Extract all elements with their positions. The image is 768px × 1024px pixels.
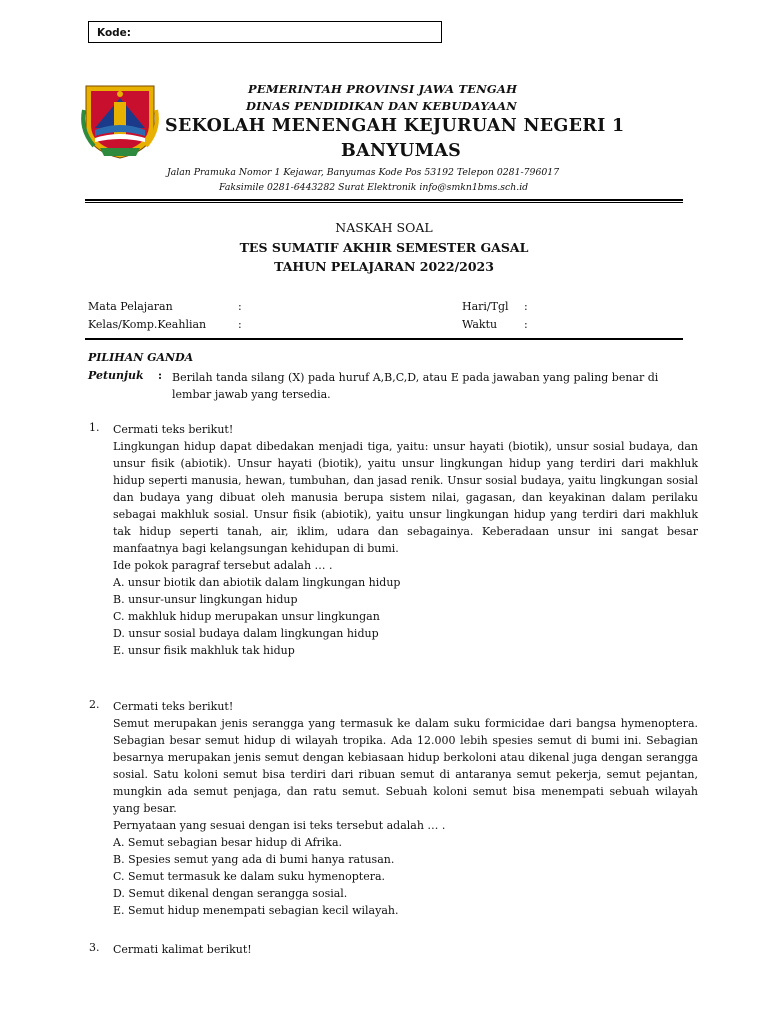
letterhead-rule [85,199,683,201]
info-colon-subject: : [238,300,242,313]
question-1-intro: Cermati teks berikut! [113,423,234,436]
question-2 [113,698,698,919]
question-2-option-a: A. Semut sebagian besar hidup di Afrika. [113,836,343,849]
provincial-emblem-logo [80,80,160,160]
header-contact: Faksimile 0281-6443282 Surat Elektronik info@smkn1bms.sch.id [219,182,529,193]
instruction-colon: : [158,369,163,382]
question-3-intro: Cermati kalimat berikut! [113,943,252,956]
question-2-option-d: D. Semut dikenal dengan serangga sosial. [113,887,348,900]
question-3-number: 3. [89,941,100,954]
question-1-passage: Lingkungan hidup dapat dibedakan menjadi tiga, yaitu: unsur hayati (biotik), unsur sosial budaya, dan unsur fisik (abiotik). Unsur hayati (biotik), yaitu unsur lingkungan hidup yang terdiri dari makhluk hidup seperti manusia, hewan, tumbuhan, dan jasad renik. Unsur sosial budaya, yaitu lingkungan sosial dan budaya yang dibuat oleh manusia berupa sistem nilai, gagasan, dan keyakinan dalam perilaku sebagai makhluk sosial. Unsur fisik (abiotik), yaitu unsur lingkungan hidup yang terdiri dari makhluk tak hidup seperti tanah, air, iklim, udara dan sebagainya. Keberadaan unsur ini sangat besar manfaatnya bagi kelangsungan kehidupan di bumi. [113,440,698,555]
section-title: PILIHAN GANDA [88,351,194,364]
question-2-option-c: C. Semut termasuk ke dalam suku hymenoptera. [113,870,386,883]
question-2-number: 2. [89,698,100,711]
question-2-option-e: E. Semut hidup menempati sebagian kecil wilayah. [113,904,399,917]
instruction-label: Petunjuk [88,369,144,382]
question-1-prompt: Ide pokok paragraf tersebut adalah … . [113,559,333,572]
info-label-subject: Mata Pelajaran [88,300,173,313]
info-colon-class: : [238,318,242,331]
doc-subtitle: TES SUMATIF AKHIR SEMESTER GASAL [239,240,529,255]
question-1-option-b: B. unsur-unsur lingkungan hidup [113,593,298,606]
info-label-day: Hari/Tgl [462,300,509,313]
question-1-option-d: D. unsur sosial budaya dalam lingkungan hidup [113,627,379,640]
question-2-intro: Cermati teks berikut! [113,700,234,713]
info-divider [85,338,683,340]
doc-year: TAHUN PELAJARAN 2022/2023 [274,259,494,274]
kode-field [88,21,442,43]
question-1-number: 1. [89,421,100,434]
question-2-option-b: B. Spesies semut yang ada di bumi hanya ratusan. [113,853,395,866]
info-colon-time: : [524,318,528,331]
header-address: Jalan Pramuka Nomor 1 Kejawar, Banyumas Kode Pos 53192 Telepon 0281-796017 [167,167,560,178]
doc-title: NASKAH SOAL [335,220,433,235]
kode-label: Kode: [97,27,132,39]
header-school-name: SEKOLAH MENENGAH KEJURUAN NEGERI 1 [165,116,625,136]
question-1-option-a: A. unsur biotik dan abiotik dalam lingkungan hidup [113,576,401,589]
question-2-passage: Semut merupakan jenis serangga yang termasuk ke dalam suku formicidae dari bangsa hymenoptera. Sebagian besar semut hidup di wilayah tropika. Ada 12.000 lebih spesies semut di bumi ini. Sebagian besarnya merupakan jenis semut dengan kebiasaan hidup berkoloni atau dikenal juga dengan serangga sosial. Satu koloni semut bisa terdiri dari ribuan semut di antaranya semut pekerja, semut pejantan, mungkin ada semut penjaga, dan ratu semut. Sebuah koloni semut bisa menempati sebuah wilayah yang besar. [113,717,698,815]
info-colon-day: : [524,300,528,313]
question-1 [113,421,698,659]
header-school-city: BANYUMAS [341,141,462,161]
instruction-text: Berilah tanda silang (X) pada huruf A,B,C,D, atau E pada jawaban yang paling benar di lembar jawab yang tersedia. [172,371,659,401]
header-department: DINAS PENDIDIKAN DAN KEBUDAYAAN [246,99,517,113]
question-1-option-e: E. unsur fisik makhluk tak hidup [113,644,295,657]
question-1-option-c: C. makhluk hidup merupakan unsur lingkungan [113,610,380,623]
info-label-class: Kelas/Komp.Keahlian [88,318,207,331]
question-2-prompt: Pernyataan yang sesuai dengan isi teks tersebut adalah … . [113,819,446,832]
question-3 [113,941,698,958]
header-government: PEMERINTAH PROVINSI JAWA TENGAH [248,82,518,96]
letterhead-rule-thin [85,202,683,203]
info-label-time: Waktu [462,318,498,331]
